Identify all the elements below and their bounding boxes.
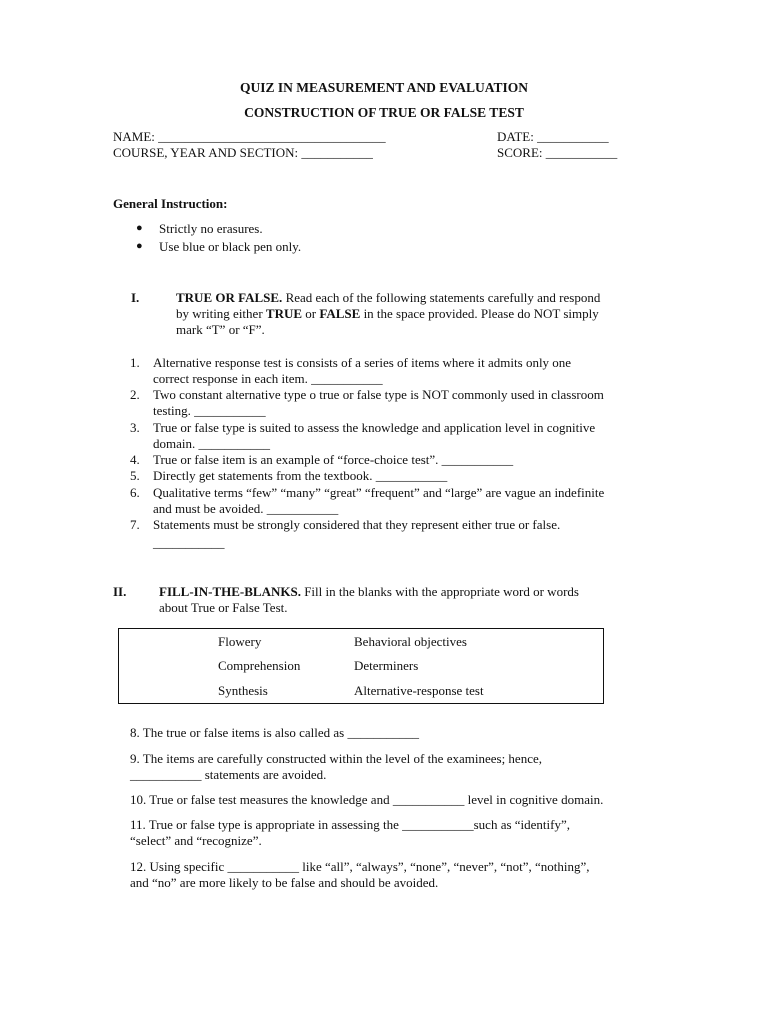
part1-text: Read each of the following statements carefully and respond — [282, 290, 601, 305]
item-answer-blank[interactable]: ___________ — [153, 535, 225, 550]
item-text-answer-blank[interactable]: and must be avoided. ___________ — [153, 501, 339, 516]
fill-item-12-cont: and “no” are more likely to be false and should be avoided. — [130, 875, 439, 890]
item-number: 2. — [130, 387, 140, 402]
item-text-answer-blank[interactable]: Directly get statements from the textbook. ___________ — [153, 468, 448, 483]
document-title: QUIZ IN MEASUREMENT AND EVALUATION — [239, 80, 529, 95]
item-number: 7. — [130, 517, 140, 532]
fill-item-8[interactable]: 8. The true or false items is also called as ___________ — [130, 725, 419, 740]
part2-heading: FILL-IN-THE-BLANKS. — [159, 584, 301, 599]
fill-item-12[interactable]: 12. Using specific ___________ like “all”, “always”, “none”, “never”, “not”, “nothing”, — [130, 859, 590, 874]
item-number: 6. — [130, 485, 140, 500]
part2-numeral: II. — [113, 584, 127, 599]
fill-item-10[interactable]: 10. True or false test measures the knowledge and ___________ level in cognitive domain. — [130, 792, 604, 807]
bullet-icon: ● — [136, 240, 143, 252]
item-number: 4. — [130, 452, 140, 467]
bullet-icon: ● — [136, 222, 143, 234]
part1-text: by writing either — [176, 306, 266, 321]
item-text: Alternative response test is consists of a series of items where it admits only one — [153, 355, 572, 370]
instruction-bullet: Use blue or black pen only. — [159, 239, 302, 254]
fill-item-9[interactable]: 9. The items are carefully constructed within the level of the examinees; hence, — [130, 751, 542, 766]
item-text: Statements must be strongly considered that they represent either true or false. — [153, 517, 561, 532]
part2-instruction-line1 — [159, 584, 579, 600]
part1-heading: TRUE OR FALSE. — [176, 290, 283, 305]
part2-text: Fill in the blanks with the appropriate word or words — [300, 584, 579, 599]
item-text-answer-blank[interactable]: True or false item is an example of “force-choice test”. ___________ — [153, 452, 514, 467]
word-bank-term: Alternative-response test — [354, 683, 484, 698]
item-text-answer-blank[interactable]: correct response in each item. ___________ — [153, 371, 383, 386]
date-field[interactable]: DATE: ___________ — [497, 129, 609, 144]
part1-instruction-line2 — [176, 306, 599, 322]
part1-instruction-line3: mark “T” or “F”. — [176, 322, 265, 337]
word-bank-term: Determiners — [354, 658, 419, 673]
instruction-heading: General Instruction: — [113, 196, 228, 211]
word-bank-term: Comprehension — [218, 658, 301, 673]
score-field[interactable]: SCORE: ___________ — [497, 145, 618, 160]
item-text: Two constant alternative type o true or false type is NOT commonly used in classroom — [153, 387, 604, 402]
item-text: True or false type is suited to assess the knowledge and application level in cognitive — [153, 420, 596, 435]
document-subtitle: CONSTRUCTION OF TRUE OR FALSE TEST — [244, 105, 524, 120]
true-keyword: TRUE — [265, 306, 303, 321]
item-number: 3. — [130, 420, 140, 435]
item-text-answer-blank[interactable]: testing. ___________ — [153, 403, 266, 418]
fill-item-11-cont: “select” and “recognize”. — [130, 833, 262, 848]
part1-instruction-line1 — [176, 290, 600, 306]
item-text: Qualitative terms “few” “many” “great” “frequent” and “large” are vague an indefinite — [153, 485, 605, 500]
part1-text: or — [302, 306, 320, 321]
course-field[interactable]: COURSE, YEAR AND SECTION: ___________ — [113, 145, 373, 160]
part1-text: in the space provided. Please do NOT simply — [360, 306, 599, 321]
instruction-bullet: Strictly no erasures. — [159, 221, 263, 236]
part1-numeral: I. — [131, 290, 140, 305]
fill-item-11[interactable]: 11. True or false type is appropriate in assessing the ___________such as “identify”, — [130, 817, 570, 832]
fill-item-9-cont[interactable]: ___________ statements are avoided. — [130, 767, 327, 782]
item-number: 1. — [130, 355, 140, 370]
name-field[interactable]: NAME: ___________________________________ — [113, 129, 386, 144]
word-bank-term: Flowery — [218, 634, 262, 649]
false-keyword: FALSE — [319, 306, 361, 321]
item-text-answer-blank[interactable]: domain. ___________ — [153, 436, 270, 451]
item-number: 5. — [130, 468, 140, 483]
word-bank-term: Behavioral objectives — [354, 634, 467, 649]
part2-instruction-line2: about True or False Test. — [159, 600, 288, 615]
word-bank-term: Synthesis — [218, 683, 268, 698]
